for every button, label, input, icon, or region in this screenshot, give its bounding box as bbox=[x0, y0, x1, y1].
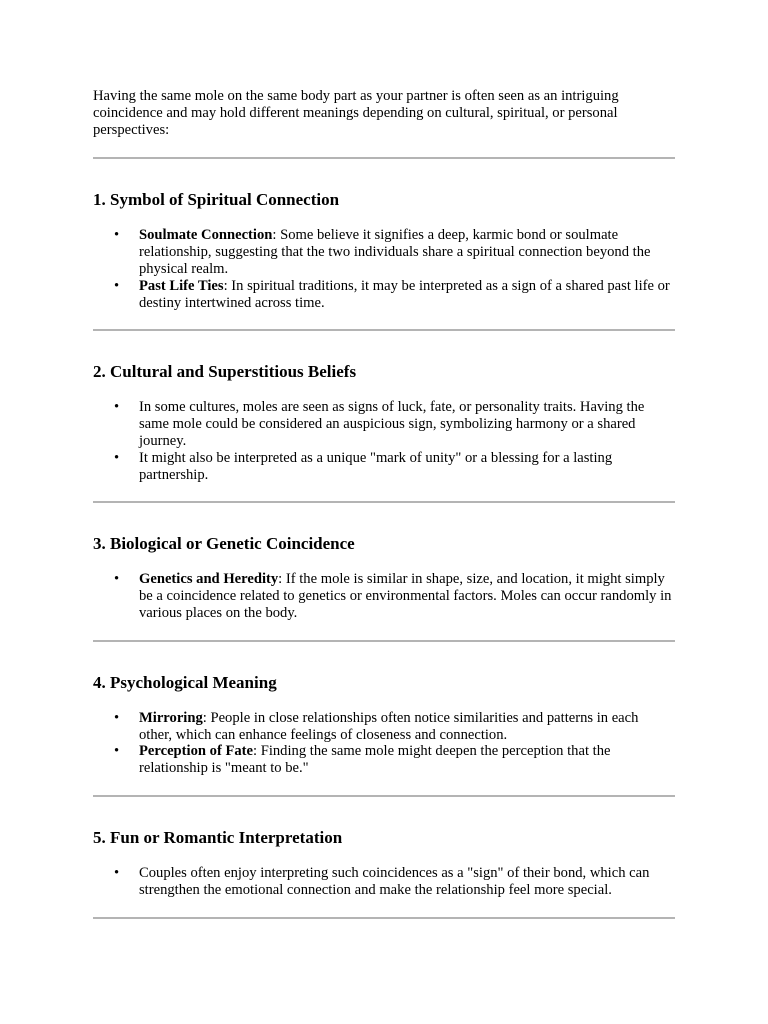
list-item bbox=[93, 399, 675, 449]
item-term: Soulmate Connection bbox=[139, 227, 273, 244]
section-heading: 1. Symbol of Spiritual Connection bbox=[93, 190, 340, 210]
item-text: : Some believe it signifies a deep, karmic bond or soulmate relationship, suggesting that the two individuals share a spiritual connection beyond the physical realm. bbox=[139, 227, 651, 277]
item-text: Couples often enjoy interpreting such coincidences as a "sign" of their bond, which can strengthen the emotional connection and make the relationship feel more special. bbox=[139, 864, 650, 898]
divider bbox=[93, 157, 675, 159]
item-text: : Finding the same mole might deepen the perception that the relationship is "meant to be." bbox=[139, 743, 611, 777]
item-text: : In spiritual traditions, it may be interpreted as a sign of a shared past life or destiny intertwined across time. bbox=[139, 277, 670, 311]
divider bbox=[93, 795, 675, 797]
section-heading: 4. Psychological Meaning bbox=[93, 672, 277, 692]
list-item bbox=[93, 865, 675, 899]
section-heading: 2. Cultural and Superstitious Beliefs bbox=[93, 362, 357, 382]
item-term: Perception of Fate bbox=[139, 743, 254, 760]
intro-paragraph: Having the same mole on the same body part as your partner is often seen as an intriguing coincidence and may hold different meanings depending on cultural, spiritual, or personal perspectives: bbox=[93, 88, 619, 138]
list-item bbox=[93, 227, 675, 277]
bullet-list bbox=[93, 865, 675, 899]
divider bbox=[93, 501, 675, 503]
list-item bbox=[93, 710, 675, 744]
section-heading: 5. Fun or Romantic Interpretation bbox=[93, 827, 343, 847]
bullet-list bbox=[93, 710, 675, 777]
item-text: : People in close relationships often notice similarities and patterns in each other, which can enhance feelings of closeness and connection. bbox=[139, 709, 639, 743]
item-term: Past Life Ties bbox=[139, 277, 224, 294]
item-text: In some cultures, moles are seen as signs of luck, fate, or personality traits. Having the same mole could be considered an auspicious sign, symbolizing harmony or a shared journey. bbox=[139, 399, 645, 449]
bullet-list bbox=[93, 571, 675, 621]
divider bbox=[93, 917, 675, 919]
section-heading: 3. Biological or Genetic Coincidence bbox=[93, 534, 355, 554]
list-item bbox=[93, 743, 675, 777]
bullet-list bbox=[93, 227, 675, 311]
item-term: Mirroring bbox=[139, 709, 203, 726]
list-item bbox=[93, 571, 675, 621]
divider bbox=[93, 640, 675, 642]
divider bbox=[93, 329, 675, 331]
list-item bbox=[93, 278, 675, 312]
bullet-list bbox=[93, 399, 675, 483]
list-item bbox=[93, 450, 675, 484]
item-text: It might also be interpreted as a unique "mark of unity" or a blessing for a lasting partnership. bbox=[139, 449, 613, 483]
item-text: : If the mole is similar in shape, size, and location, it might simply be a coincidence related to genetics or environmental factors. Moles can occur randomly in various places on the body. bbox=[139, 571, 672, 621]
item-term: Genetics and Heredity bbox=[139, 571, 279, 588]
document-page bbox=[93, 88, 675, 919]
